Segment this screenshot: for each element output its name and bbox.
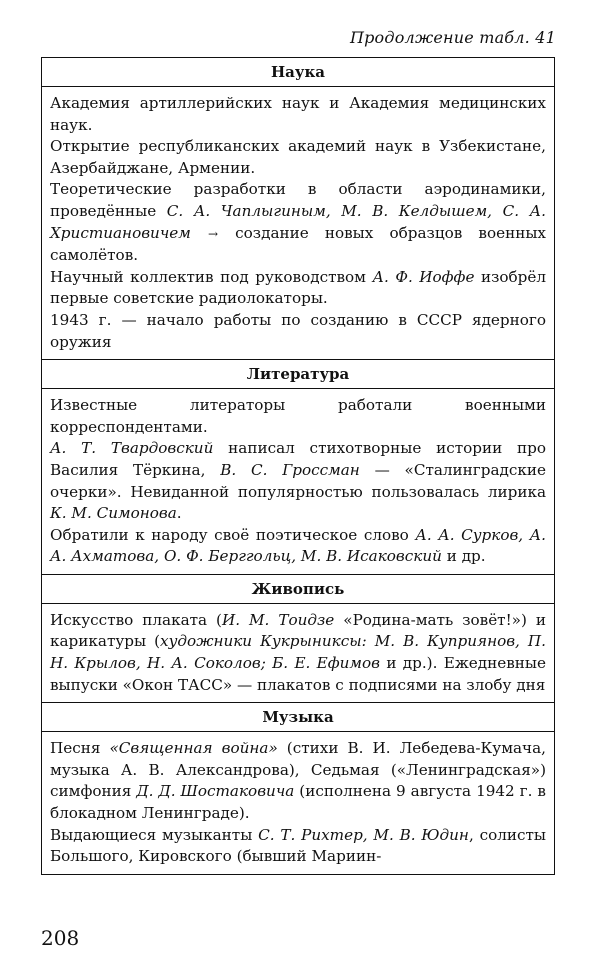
arrow-icon: → bbox=[192, 226, 234, 241]
section-body bbox=[42, 87, 554, 360]
text-run: Обратили к народу своё поэтическое слово bbox=[50, 525, 416, 544]
text-run: «Родина-мать зовёт!») и карикатуры ( bbox=[50, 610, 546, 651]
text-run: создание новых образцов военных самолётов. bbox=[50, 223, 546, 265]
text-run: художники Кукрыниксы: М. В. Куприянов, П. Н. Крылов, Н. А. Соколов; Б. Е. Ефимов bbox=[50, 632, 546, 673]
text-run: А. Т. Твардовский bbox=[50, 439, 214, 458]
text-run: и др. bbox=[441, 547, 486, 566]
text-run: (стихи В. И. Лебедева-Кумача, музыка А. В. Александрова), Седьмая («Ленинградская») симфония bbox=[50, 739, 546, 801]
text-run: С. Т. Рихтер, М. В. Юдин bbox=[258, 825, 469, 844]
paragraph bbox=[50, 438, 546, 524]
section-heading: Музыка bbox=[42, 703, 554, 732]
text-run: К. М. Симонова bbox=[50, 504, 177, 523]
text-run: Теоретические разработки в области аэродинамики, проведённые bbox=[50, 180, 546, 220]
text-run: Искусство плаката ( bbox=[50, 610, 222, 629]
text-run: и др.). Ежедневные выпуски «Окон ТАСС» — плакатов с подписями на злобу дня bbox=[50, 654, 547, 694]
section-heading: Литература bbox=[42, 360, 554, 389]
text-run: Академия артиллерийских наук и Академия медицинских наук. bbox=[50, 94, 546, 134]
text-run: А. А. Сурков, А. А. Ахматова, О. Ф. Берггольц, М. В. Исаковский bbox=[50, 525, 546, 566]
section-heading: Наука bbox=[42, 58, 554, 87]
text-run: А. Ф. Иоффе bbox=[372, 267, 475, 286]
section-body bbox=[42, 389, 554, 575]
paragraph bbox=[50, 310, 546, 353]
paragraph bbox=[50, 610, 546, 696]
text-run: , солисты Большого, Кировского (бывший Мариин- bbox=[50, 825, 546, 866]
text-run: изобрёл первые советские радиолокаторы. bbox=[50, 267, 546, 308]
page-number: 208 bbox=[41, 926, 80, 950]
text-run: Песня bbox=[50, 739, 110, 758]
section-body bbox=[42, 604, 554, 703]
paragraph bbox=[50, 267, 546, 310]
paragraph bbox=[50, 93, 546, 136]
text-run: — «Сталинградские очерки». Невиданной популярностью пользовалась лирика bbox=[50, 460, 546, 501]
section-body bbox=[42, 732, 554, 874]
paragraph bbox=[50, 179, 546, 266]
text-run: И. М. Тоидзе bbox=[221, 610, 335, 629]
running-head: Продолжение табл. 41 bbox=[349, 28, 556, 47]
paragraph bbox=[50, 738, 546, 824]
text-run: «Священная война» bbox=[109, 739, 278, 758]
text-run: Научный коллектив под руководством bbox=[50, 267, 373, 286]
text-run: Известные литераторы работали военными корреспондентами. bbox=[50, 396, 546, 436]
paragraph bbox=[50, 525, 546, 568]
text-run: Д. Д. Шостаковича bbox=[136, 782, 295, 801]
text-run: Выдающиеся музыканты bbox=[50, 825, 259, 844]
text-run: С. А. Чаплыгиным, М. В. Келдышем, С. А. Христиановичем bbox=[50, 201, 546, 242]
paragraph bbox=[50, 825, 546, 868]
text-run: . bbox=[176, 504, 182, 523]
text-run: 1943 г. — начало работы по созданию в СССР ядерного оружия bbox=[50, 310, 546, 351]
paragraph bbox=[50, 136, 546, 179]
text-run: написал стихотворные истории про Василия Тёркина, bbox=[50, 439, 547, 479]
section-heading: Живопись bbox=[42, 575, 554, 604]
text-run: Открытие республиканских академий наук в Узбекистане, Азербайджане, Армении. bbox=[50, 137, 546, 177]
history-table bbox=[41, 57, 555, 875]
paragraph bbox=[50, 395, 546, 438]
text-run: В. С. Гроссман bbox=[220, 460, 360, 479]
text-run: (исполнена 9 августа 1942 г. в блокадном Ленинграде). bbox=[50, 782, 546, 823]
